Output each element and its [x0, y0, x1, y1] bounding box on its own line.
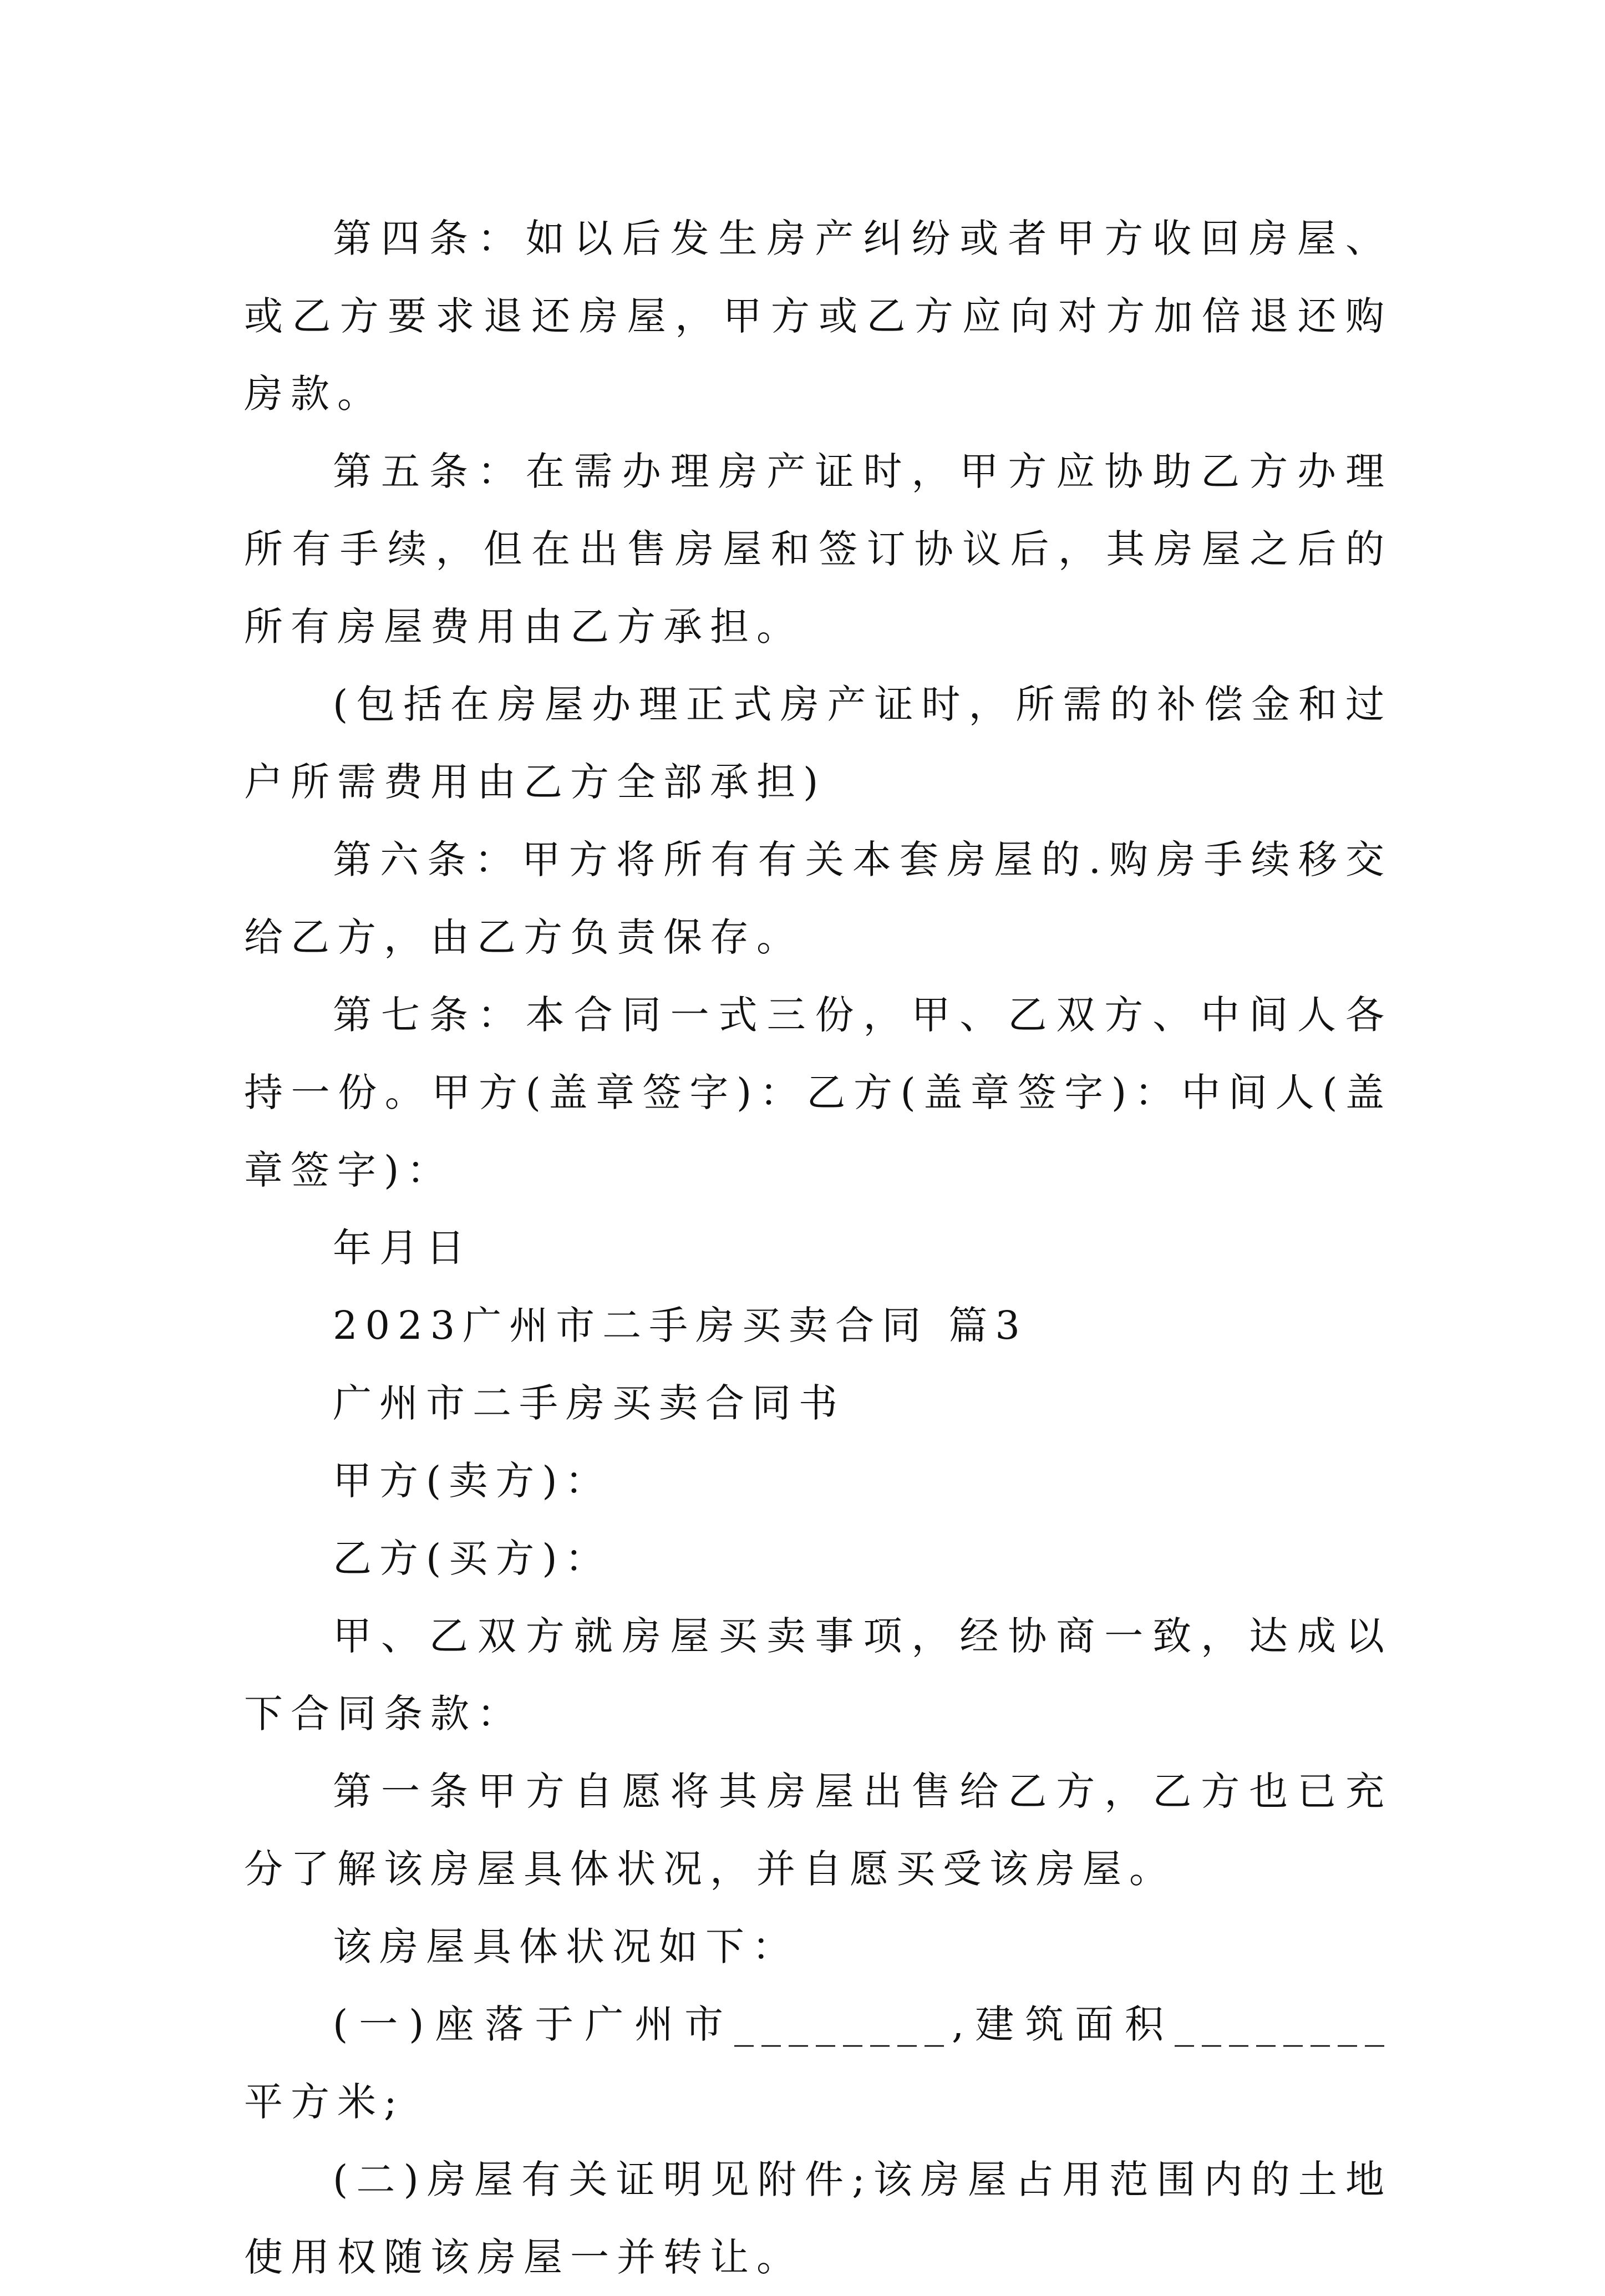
document-page: [244, 200, 1392, 2296]
clause-5-note: (包括在房屋办理正式房产证时，所需的补偿金和过户所需费用由乙方全部承担): [244, 682, 1392, 805]
clause-7: 第七条：本合同一式三份，甲、乙双方、中间人各持一份。甲方(盖章签字)：乙方(盖章签字)：中间人(盖章签字)：: [244, 992, 1392, 1193]
clause-4: 第四条：如以后发生房产纠纷或者甲方收回房屋、或乙方要求退还房屋，甲方或乙方应向对方加倍退还购房款。: [244, 216, 1392, 416]
date-line: 年月日: [333, 1225, 473, 1271]
preamble: 甲、乙双方就房屋买卖事项，经协商一致，达成以下合同条款：: [244, 1613, 1392, 1736]
property-location-area: (一)座落于广州市________,建筑面积________平方米;: [244, 2002, 1392, 2125]
section-heading: 2023广州市二手房买卖合同 篇3: [333, 1303, 1028, 1348]
party-a-seller: 甲方(卖方)：: [333, 1458, 612, 1503]
property-certificates: (二)房屋有关证明见附件;该房屋占用范围内的土地使用权随该房屋一并转让。: [244, 2157, 1392, 2280]
party-b-buyer: 乙方(买方)：: [333, 1536, 612, 1581]
article-1: 第一条甲方自愿将其房屋出售给乙方，乙方也已充分了解该房屋具体状况，并自愿买受该房屋。: [244, 1769, 1392, 1892]
contract-title: 广州市二手房买卖合同书: [333, 1380, 845, 1426]
clause-6: 第六条：甲方将所有有关本套房屋的.购房手续移交给乙方，由乙方负责保存。: [244, 837, 1392, 960]
clause-5: 第五条：在需办理房产证时，甲方应协助乙方办理所有手续，但在出售房屋和签订协议后，其房屋之后的所有房屋费用由乙方承担。: [244, 449, 1392, 649]
property-status-intro: 该房屋具体状况如下：: [333, 1924, 799, 1969]
